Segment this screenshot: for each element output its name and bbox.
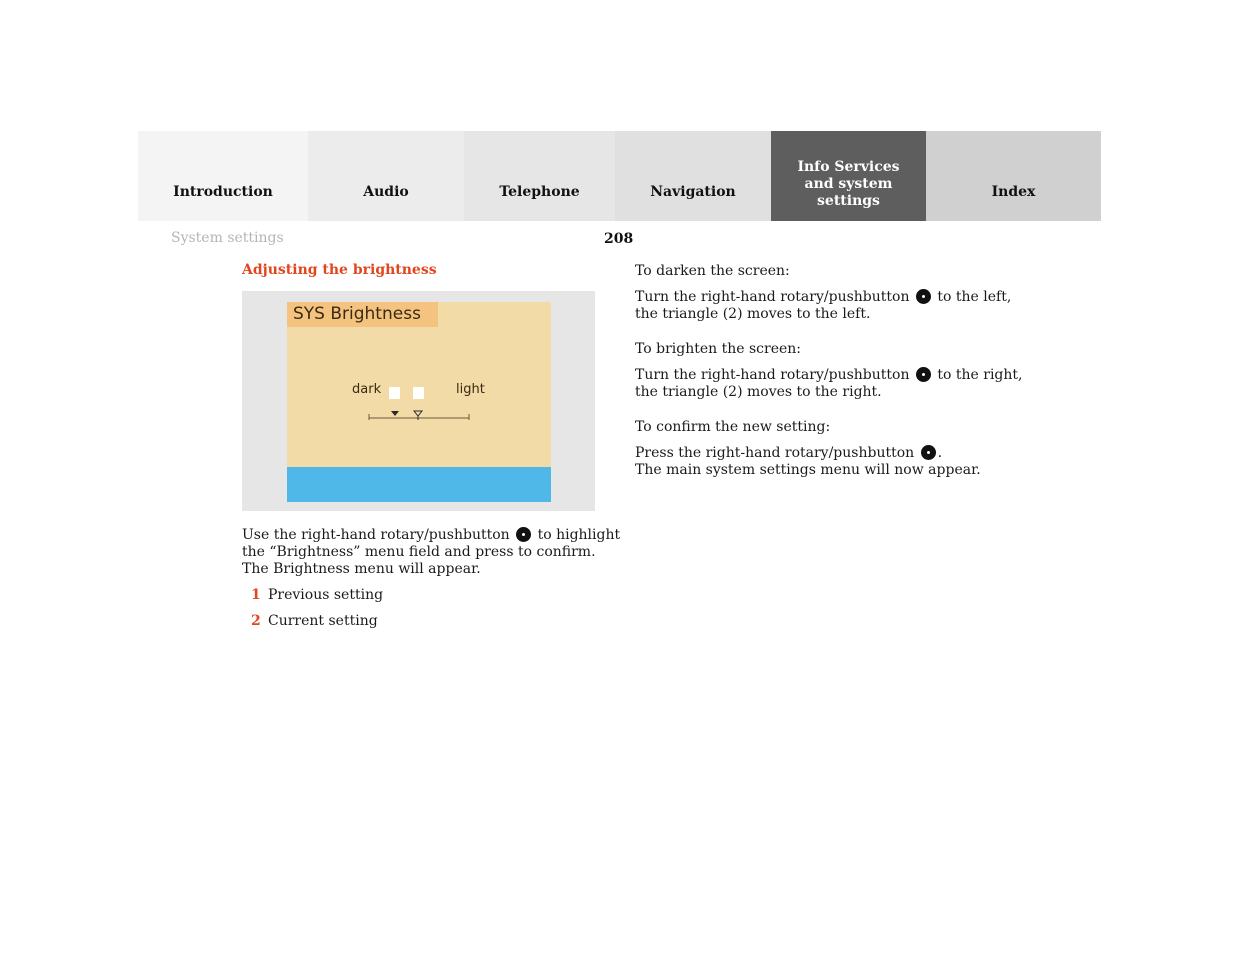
tab-label: Introduction xyxy=(173,184,273,200)
paragraph-line: the “Brightness” menu field and press to confirm. xyxy=(242,544,596,560)
current-setting-triangle xyxy=(414,411,422,416)
brighten-instruction xyxy=(635,367,1022,401)
rotary-pushbutton-icon xyxy=(921,445,936,460)
text-segment: Turn the right-hand rotary/pushbutton xyxy=(635,367,910,383)
text-segment: to the right, xyxy=(937,367,1023,383)
section-title: System settings xyxy=(171,230,284,246)
text-segment: to the left, xyxy=(937,289,1012,305)
paragraph-line: the triangle (2) moves to the left. xyxy=(635,306,871,322)
list-item xyxy=(242,613,378,630)
paragraph-line xyxy=(635,367,1022,384)
item-text: Current setting xyxy=(268,613,378,629)
tab-label: Navigation xyxy=(650,184,736,200)
rotary-pushbutton-icon xyxy=(516,527,531,542)
text-segment: Turn the right-hand rotary/pushbutton xyxy=(635,289,910,305)
screen-title: SYS Brightness xyxy=(287,302,438,327)
text-segment: Press the right-hand rotary/pushbutton xyxy=(635,445,915,461)
top-navigation xyxy=(138,131,1101,221)
tab-label: Info Services and system settings xyxy=(797,159,900,209)
confirm-intro: To confirm the new setting: xyxy=(635,419,831,435)
previous-setting-triangle xyxy=(391,411,399,416)
text-segment: Use the right-hand rotary/pushbutton xyxy=(242,527,510,543)
tab-label: Index xyxy=(991,184,1036,200)
item-number: 2 xyxy=(251,613,261,629)
paragraph-line xyxy=(635,289,1011,306)
paragraph-line: the triangle (2) moves to the right. xyxy=(635,384,882,400)
paragraph-line xyxy=(242,527,620,544)
rotary-pushbutton-icon xyxy=(916,367,931,382)
section-heading: Adjusting the brightness xyxy=(242,262,437,278)
text-segment: to highlight xyxy=(537,527,621,543)
instruction-paragraph xyxy=(242,527,620,578)
brightness-screen-figure xyxy=(242,291,595,511)
text-segment: . xyxy=(937,445,943,461)
tab-label: Audio xyxy=(363,184,409,200)
confirm-instruction xyxy=(635,445,981,479)
item-text: Previous setting xyxy=(268,587,384,603)
brighten-intro: To brighten the screen: xyxy=(635,341,802,357)
light-label: light xyxy=(456,382,485,397)
darken-intro: To darken the screen: xyxy=(635,263,790,279)
tab-info-services-system-settings[interactable] xyxy=(771,131,926,221)
display-screen xyxy=(287,302,551,502)
darken-instruction xyxy=(635,289,1011,323)
paragraph-line xyxy=(635,445,981,462)
page-number: 208 xyxy=(604,231,634,247)
rotary-pushbutton-icon xyxy=(916,289,931,304)
tab-audio[interactable] xyxy=(308,131,464,221)
dark-label: dark xyxy=(352,382,382,397)
item-number: 1 xyxy=(251,587,261,603)
screen-bottom-band xyxy=(287,467,551,502)
tab-telephone[interactable] xyxy=(464,131,615,221)
tab-label: Telephone xyxy=(499,184,580,200)
tab-navigation[interactable] xyxy=(615,131,771,221)
tab-index[interactable] xyxy=(926,131,1101,221)
list-item xyxy=(242,587,383,604)
tab-introduction[interactable] xyxy=(138,131,308,221)
paragraph-line: The Brightness menu will appear. xyxy=(242,561,481,577)
paragraph-line: The main system settings menu will now appear. xyxy=(635,462,981,478)
